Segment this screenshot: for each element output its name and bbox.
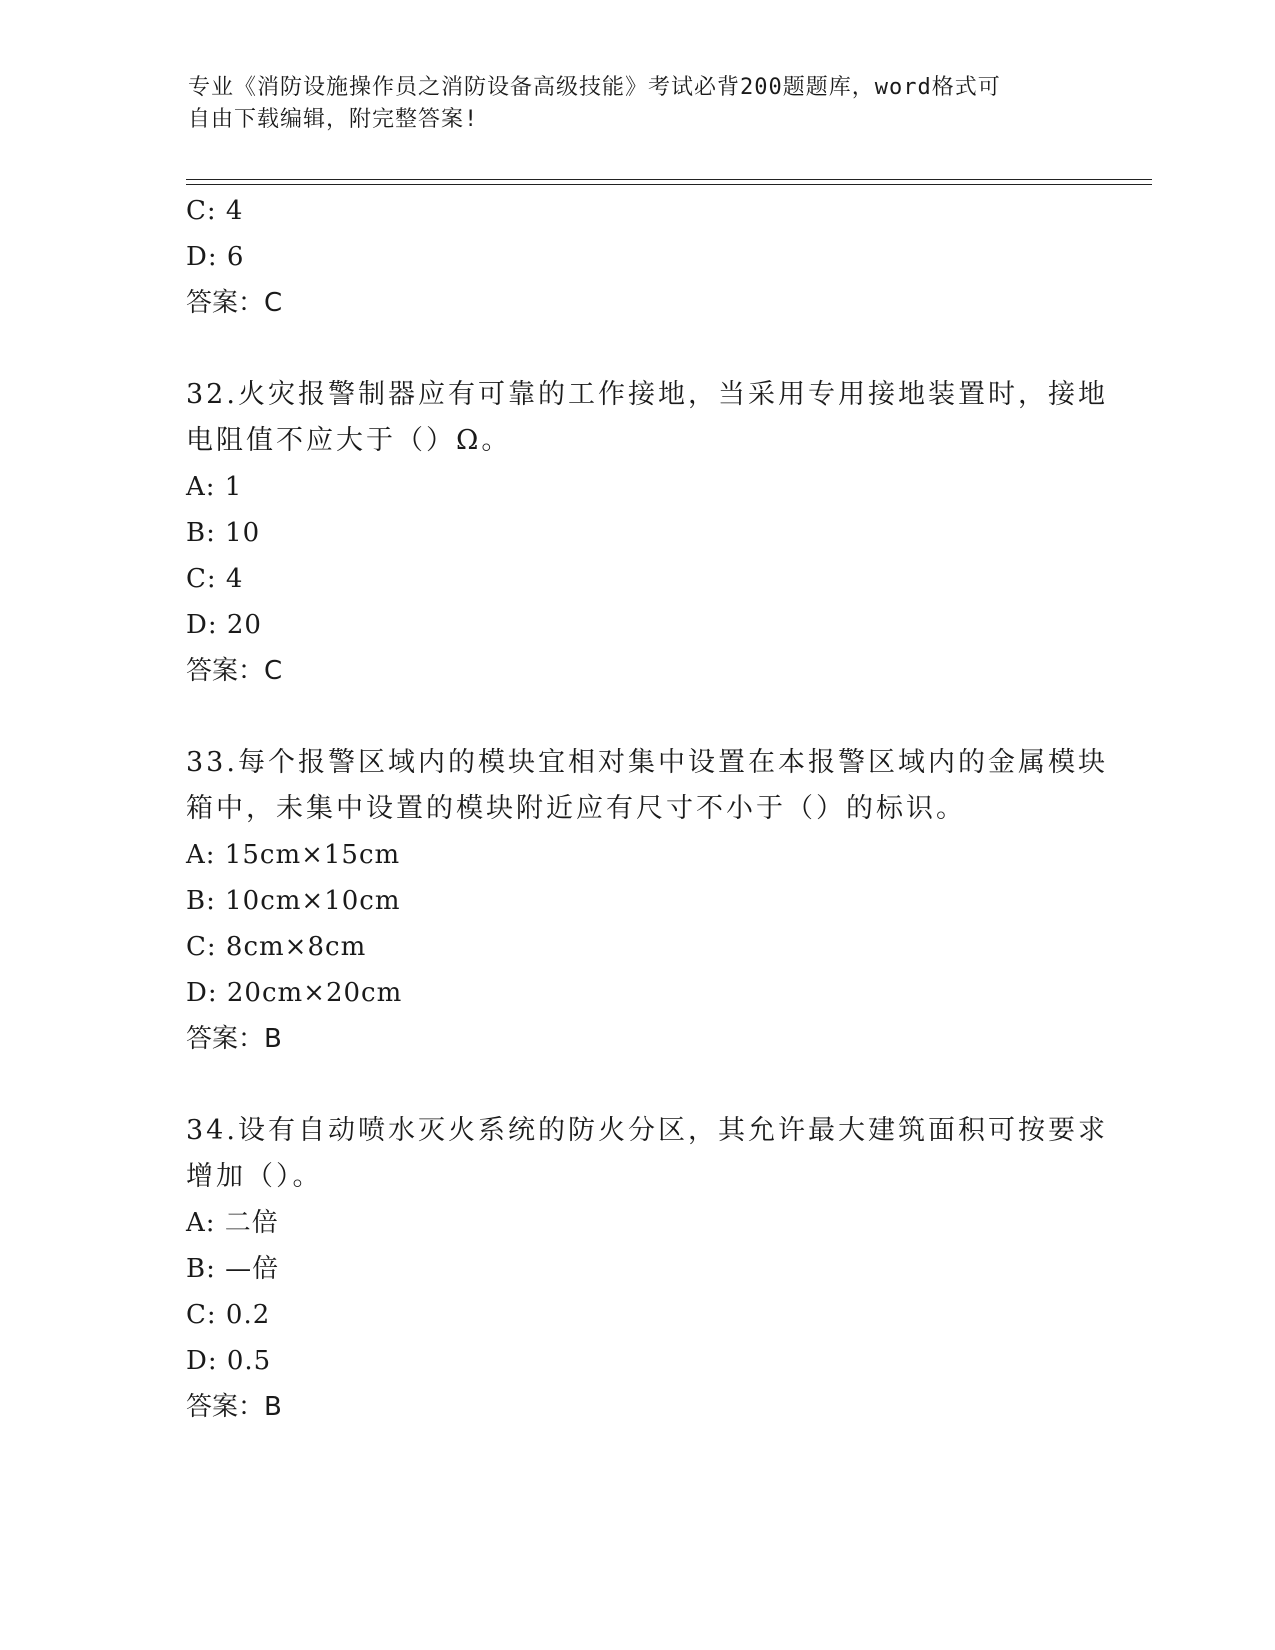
question-block-32 bbox=[186, 372, 1108, 694]
option-c: C: 4 bbox=[186, 564, 244, 594]
answer-line: 答案：C bbox=[186, 656, 283, 686]
option-a: A: 二倍 bbox=[186, 1208, 279, 1238]
spacer bbox=[186, 694, 1086, 740]
option-d: D: 0.5 bbox=[186, 1346, 272, 1376]
option-d: D: 6 bbox=[186, 242, 245, 272]
question-text-line-1: 33.每个报警区域内的模块宜相对集中设置在本报警区域内的金属模块 bbox=[186, 747, 1108, 778]
header-line-2: 自由下载编辑，附完整答案! bbox=[188, 107, 479, 132]
header-divider-bottom bbox=[186, 184, 1152, 185]
question-text-line-2: 箱中，未集中设置的模块附近应有尺寸不小于（）的标识。 bbox=[186, 793, 966, 824]
answer-line: 答案：B bbox=[186, 1392, 282, 1422]
spacer bbox=[186, 326, 1086, 372]
header-divider-top bbox=[186, 179, 1152, 180]
option-b: B: 10 bbox=[186, 518, 261, 548]
document-body bbox=[186, 188, 1108, 1430]
question-text-line-1: 34.设有自动喷水灭火系统的防火分区，其允许最大建筑面积可按要求 bbox=[186, 1115, 1108, 1146]
question-text-line-2: 增加（）。 bbox=[186, 1161, 323, 1192]
option-b: B: —倍 bbox=[186, 1254, 280, 1284]
question-block-34 bbox=[186, 1108, 1108, 1430]
answer-line: 答案：B bbox=[186, 1024, 282, 1054]
option-d: D: 20cm×20cm bbox=[186, 978, 403, 1008]
document-header bbox=[188, 72, 1068, 136]
option-a: A: 1 bbox=[186, 472, 243, 502]
option-d: D: 20 bbox=[186, 610, 262, 640]
option-c: C: 4 bbox=[186, 196, 244, 226]
question-text-line-2: 电阻值不应大于（）Ω。 bbox=[186, 425, 512, 456]
question-text-line-1: 32.火灾报警制器应有可靠的工作接地，当采用专用接地装置时，接地 bbox=[186, 379, 1108, 410]
spacer bbox=[186, 1062, 1086, 1108]
option-c: C: 0.2 bbox=[186, 1300, 271, 1330]
option-c: C: 8cm×8cm bbox=[186, 932, 367, 962]
option-a: A: 15cm×15cm bbox=[186, 840, 401, 870]
question-block-33 bbox=[186, 740, 1108, 1062]
prev-question-block bbox=[186, 188, 1086, 326]
header-line-1: 专业《消防设施操作员之消防设备高级技能》考试必背200题题库，word格式可 bbox=[188, 75, 1001, 100]
answer-line: 答案：C bbox=[186, 288, 283, 318]
option-b: B: 10cm×10cm bbox=[186, 886, 401, 916]
